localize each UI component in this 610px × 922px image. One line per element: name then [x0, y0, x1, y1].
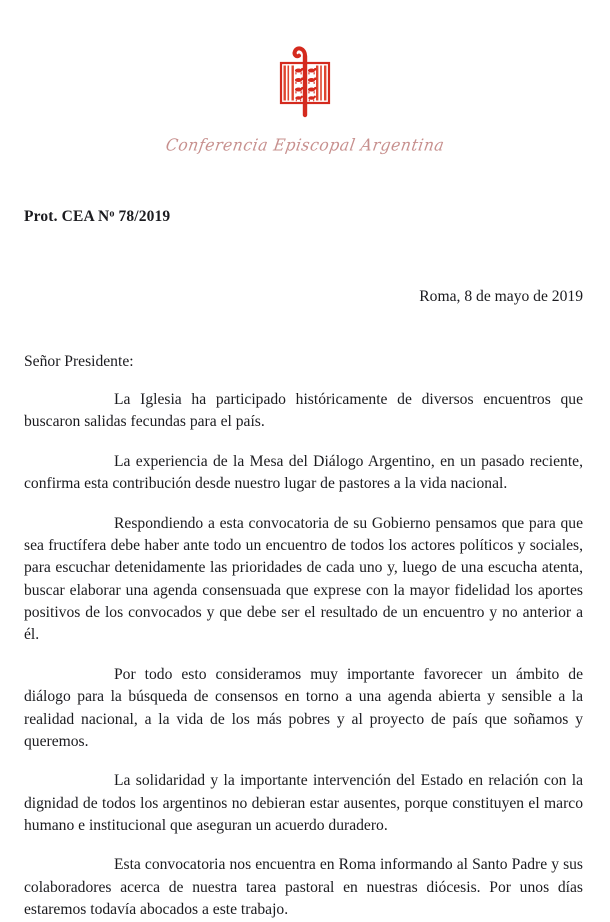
- body-paragraph: Por todo esto consideramos muy importante favorecer un ámbito de diálogo para la búsqueda de consensos en torno a una agenda abierta y sensible a la realidad nacional, a la vida de los más pobres y al proyecto de país que soñamos y queremos.: [24, 665, 583, 750]
- dateline: Roma, 8 de mayo de 2019: [419, 288, 583, 305]
- protocol-value: 78/2019: [114, 208, 171, 225]
- body-paragraph: La solidaridad y la importante intervención del Estado en relación con la dignidad de todos los argentinos no debieran estar ausentes, porque constituyen el marco humano e institucional que aseguran un acuerdo duradero.: [24, 772, 583, 834]
- crosier-and-shield-emblem: [268, 42, 342, 120]
- letterhead: [0, 0, 610, 154]
- salutation: Señor Presidente:: [24, 353, 134, 370]
- body-paragraph: Esta convocatoria nos encuentra en Roma informando al Santo Padre y sus colaboradores acerca de nuestra tarea pastoral en nuestras diócesis. Por unos días estaremos todavía abocados a este trabajo.: [24, 856, 583, 919]
- protocol-ordinal-mark: o: [109, 208, 115, 220]
- protocol-prefix: Prot. CEA N: [24, 208, 110, 225]
- body-paragraph: La experiencia de la Mesa del Diálogo Argentino, en un pasado reciente, confirma esta contribución desde nuestro lugar de pastores a la vida nacional.: [24, 452, 583, 493]
- body-paragraph: La Iglesia ha participado históricamente de diversos encuentros que buscaron salidas fecundas para el país.: [24, 391, 583, 431]
- protocol-number: [24, 208, 170, 226]
- letter-body: [24, 389, 583, 922]
- organization-script-title: Conferencia Episcopal Argentina: [164, 135, 446, 155]
- body-paragraph: Respondiendo a esta convocatoria de su Gobierno pensamos que para que sea fructífera debe haber ante todo un encuentro de todos los actores políticos y sociales, para escuchar detenidamente las prioridades de cada uno y, luego de una escucha atenta, buscar elaborar una agenda consensuada que exprese con la mayor fidelidad los aportes positivos de los convocados y que debe ser el resultado de un encuentro y no anterior a él.: [24, 514, 583, 644]
